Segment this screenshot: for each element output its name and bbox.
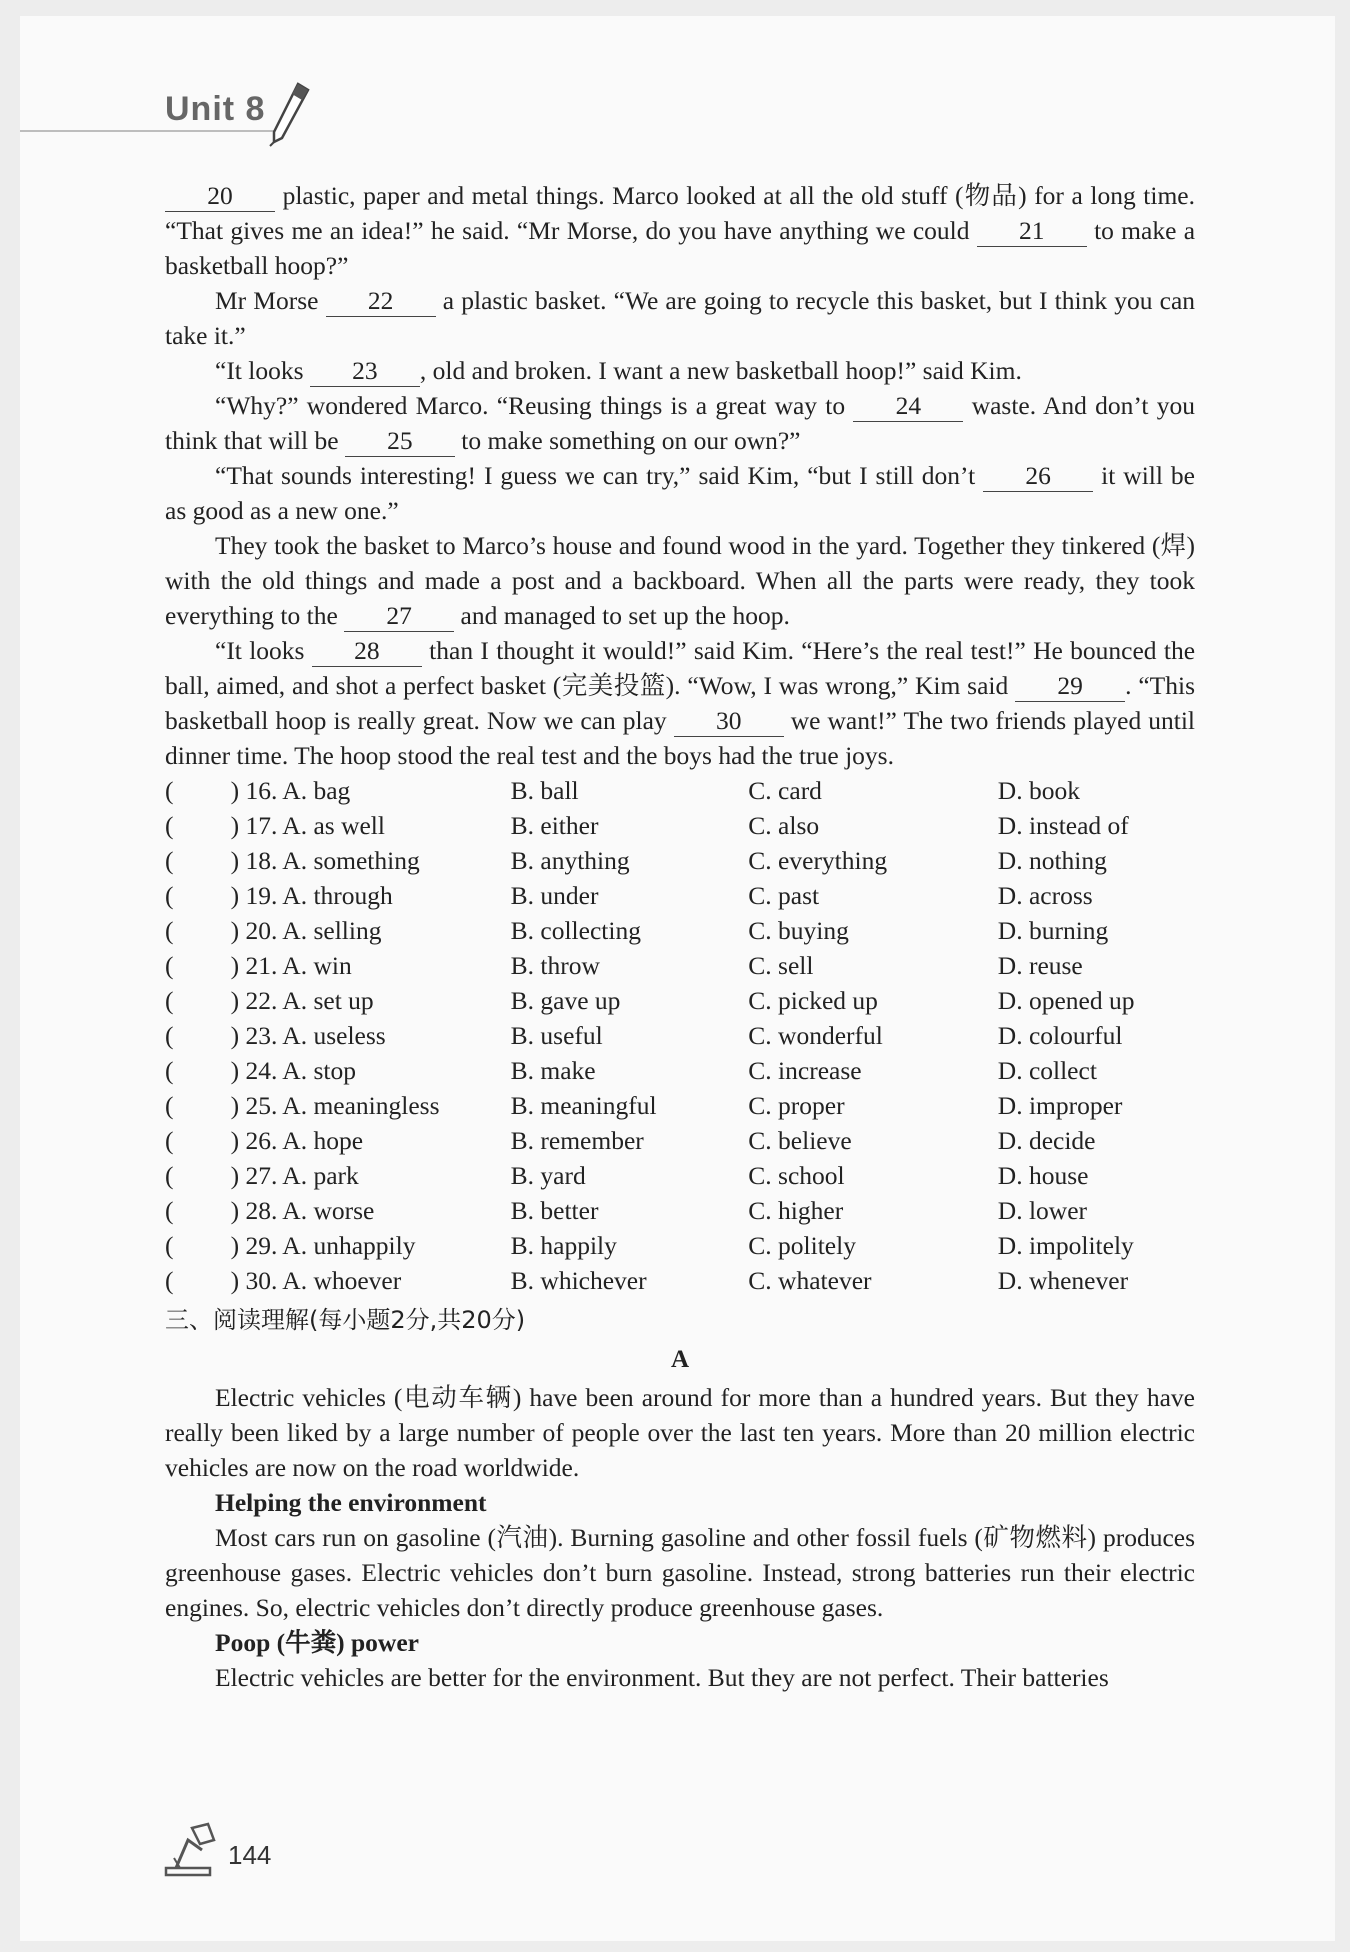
option-row: ( ) 17. A. as well B. either C. also D. instead of [165, 811, 1129, 840]
blank-25[interactable]: 25 [345, 426, 455, 457]
page-number: 144 [228, 1840, 272, 1870]
unit-title: Unit 8 [165, 90, 266, 128]
blank-28[interactable]: 28 [312, 636, 422, 667]
option-row: ( ) 30. A. whoever B. whichever C. whatever D. whenever [165, 1266, 1129, 1295]
reading-paragraph-2: Most cars run on gasoline (汽油). Burning gasoline and other fossil fuels (矿物燃料) produces greenhouse gases. Electric vehicles don’t burn gasoline. Instead, strong batteries run their electric engines. So, electric vehicles don’t directly produce greenhouse gases. [165, 1523, 1195, 1622]
cloze-paragraph-4: “Why?” wondered Marco. “Reusing things is a great way to 24 waste. And don’t you think that will be 25 to make something on our own?” [165, 391, 1196, 455]
option-row: ( ) 16. A. bag B. ball C. card D. book [165, 776, 1080, 805]
option-row: ( ) 29. A. unhappily B. happily C. politely D. impolitely [165, 1231, 1134, 1260]
option-row: ( ) 18. A. something B. anything C. everything D. nothing [165, 846, 1107, 875]
blank-22[interactable]: 22 [326, 286, 436, 317]
blank-26[interactable]: 26 [983, 461, 1093, 492]
option-row: ( ) 20. A. selling B. collecting C. buying D. burning [165, 916, 1109, 945]
cloze-paragraph-1: 20 plastic, paper and metal things. Marco looked at all the old stuff (物品) for a long time. “That gives me an idea!” he said. “Mr Morse, do you have anything we could 21 to make a basketball hoop?” [165, 181, 1196, 280]
cloze-paragraph-7: “It looks 28 than I thought it would!” said Kim. “Here’s the real test!” He bounced the ball, aimed, and shot a perfect basket (完美投篮). “Wow, I was wrong,” Kim said 29 . “This basketball hoop is really great. Now we can play 30 we want!” The two friends played until dinner time. The hoop stood the real test and the boys had the true joys. [165, 636, 1196, 770]
reading-paragraph-3: Electric vehicles are better for the environment. But they are not perfect. Their batteries [215, 1663, 1109, 1692]
blank-21[interactable]: 21 [977, 216, 1087, 247]
option-row: ( ) 22. A. set up B. gave up C. picked up D. opened up [165, 986, 1135, 1015]
option-row: ( ) 19. A. through B. under C. past D. across [165, 881, 1093, 910]
option-row: ( ) 26. A. hope B. remember C. believe D. decide [165, 1126, 1096, 1155]
header-rule [20, 130, 280, 132]
cloze-paragraph-3: “It looks 23 , old and broken. I want a new basketball hoop!” said Kim. [215, 356, 1022, 385]
reading-subheading-2: Poop (牛粪) power [215, 1628, 419, 1657]
option-row: ( ) 28. A. worse B. better C. higher D. lower [165, 1196, 1088, 1225]
content [165, 178, 1195, 1695]
cloze-paragraph-2: Mr Morse 22 a plastic basket. “We are going to recycle this basket, but I think you can take it.” [165, 286, 1196, 350]
reading-section-title: 三、阅读理解(每小题2分,共20分) [165, 1306, 526, 1334]
cloze-paragraph-5: “That sounds interesting! I guess we can try,” said Kim, “but I still don’t 26 it will be as good as a new one.” [165, 461, 1196, 525]
passage-label: A [670, 1346, 690, 1373]
blank-29[interactable]: 29 [1015, 671, 1125, 702]
reading-paragraph-1: Electric vehicles (电动车辆) have been around for more than a hundred years. But they have really been liked by a large number of people over the last ten years. More than 20 million electric vehicles are now on the road worldwide. [165, 1383, 1195, 1482]
blank-24[interactable]: 24 [853, 391, 963, 422]
blank-30[interactable]: 30 [674, 706, 784, 737]
option-row: ( ) 27. A. park B. yard C. school D. house [165, 1161, 1089, 1190]
option-row: ( ) 24. A. stop B. make C. increase D. collect [165, 1056, 1097, 1085]
reading-subheading-1: Helping the environment [215, 1488, 487, 1517]
option-row: ( ) 23. A. useless B. useful C. wonderful D. colourful [165, 1021, 1123, 1050]
blank-23[interactable]: 23 [310, 356, 420, 387]
blank-27[interactable]: 27 [344, 601, 454, 632]
desk-lamp-icon [162, 1820, 220, 1878]
answer-options [165, 773, 1195, 1298]
option-row: ( ) 21. A. win B. throw C. sell D. reuse [165, 951, 1083, 980]
option-row: ( ) 25. A. meaningless B. meaningful C. proper D. improper [165, 1091, 1123, 1120]
blank-20[interactable]: 20 [165, 181, 275, 212]
pen-icon [268, 80, 312, 148]
cloze-paragraph-6: They took the basket to Marco’s house and found wood in the yard. Together they tinkered (焊) with the old things and made a post and a backboard. When all the parts were ready, they took everything to the 27 and managed to set up the hoop. [165, 531, 1195, 630]
